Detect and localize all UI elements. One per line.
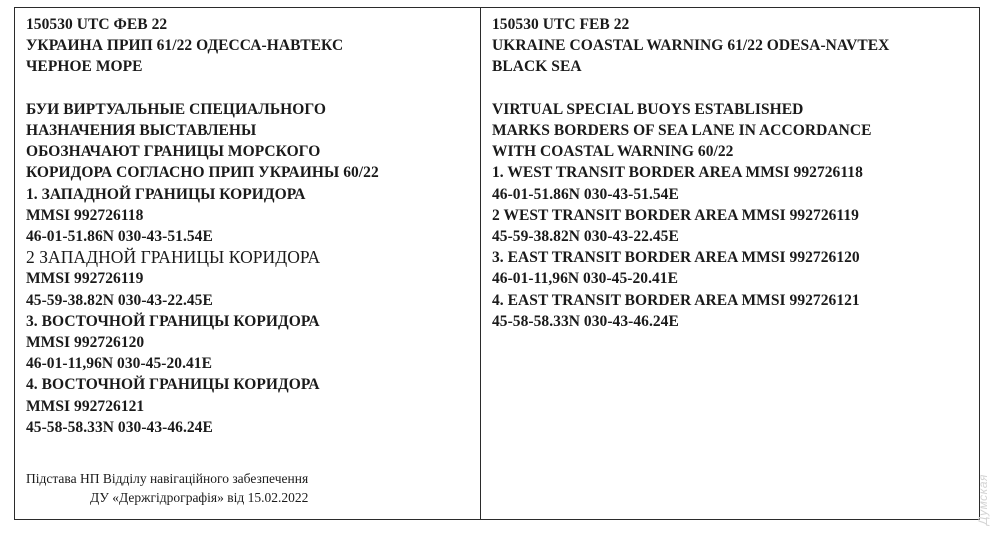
source-note-line-1: Підстава НП Відділу навігаційного забезпечення <box>26 471 309 486</box>
ru-body-line: КОРИДОРА СОГЛАСНО ПРИП УКРАИНЫ 60/22 <box>26 164 379 182</box>
en-buoy-1-label: 1. WEST TRANSIT BORDER AREA MMSI 992726118 <box>492 164 863 182</box>
ru-buoy-3-text: ВОСТОЧНОЙ ГРАНИЦЫ КОРИДОРА <box>37 312 320 330</box>
en-buoy-1-coords: 46-01-51.86N 030-43-51.54E <box>492 185 679 203</box>
ru-buoy-2-text: ЗАПАДНОЙ ГРАНИЦЫ КОРИДОРА <box>34 247 321 268</box>
bilingual-warning-table <box>14 7 980 520</box>
ru-buoy-2-mmsi: MMSI 992726119 <box>26 270 144 288</box>
en-warning-title: UKRAINE COASTAL WARNING 61/22 ODESA-NAVTEX <box>492 37 890 55</box>
en-buoy-2-coords: 45-59-38.82N 030-43-22.45E <box>492 228 679 246</box>
ru-buoy-2-label <box>26 247 480 268</box>
watermark-logo: Думская <box>976 474 990 525</box>
ru-buoy-4-number: 4. <box>26 376 38 394</box>
ru-buoy-3-coords: 46-01-11,96N 030-45-20.41E <box>26 355 212 373</box>
russian-column <box>15 8 481 519</box>
ru-buoy-1-label <box>26 184 480 205</box>
spacer <box>492 78 979 99</box>
en-body-line: VIRTUAL SPECIAL BUOYS ESTABLISHED <box>492 100 804 118</box>
ru-buoy-1-text: ЗАПАДНОЙ ГРАНИЦЫ КОРИДОРА <box>37 185 306 203</box>
en-buoy-2-label: 2 WEST TRANSIT BORDER AREA MMSI 992726119 <box>492 206 859 224</box>
english-column <box>481 8 979 519</box>
ru-buoy-2-coords: 45-59-38.82N 030-43-22.45E <box>26 291 213 309</box>
en-buoy-4-coords: 45-58-58.33N 030-43-46.24E <box>492 312 679 330</box>
ru-buoy-4-coords: 45-58-58.33N 030-43-46.24E <box>26 418 213 436</box>
en-sea-area: BLACK SEA <box>492 58 582 76</box>
ru-body-line: БУИ ВИРТУАЛЬНЫЕ СПЕЦИАЛЬНОГО <box>26 100 327 118</box>
ru-buoy-3-label <box>26 311 480 332</box>
ru-buoy-1-mmsi: MMSI 992726118 <box>26 206 144 224</box>
en-buoy-3-label: 3. EAST TRANSIT BORDER AREA MMSI 992726120 <box>492 249 860 267</box>
en-buoy-4-label: 4. EAST TRANSIT BORDER AREA MMSI 992726121 <box>492 291 860 309</box>
source-note-line-2: ДУ «Держгідрографія» від 15.02.2022 <box>90 490 309 505</box>
ru-buoy-4-text: ВОСТОЧНОЙ ГРАНИЦЫ КОРИДОРА <box>37 376 320 394</box>
ru-body-line: НАЗНАЧЕНИЯ ВЫСТАВЛЕНЫ <box>26 122 257 139</box>
ru-buoy-1-coords: 46-01-51.86N 030-43-51.54E <box>26 228 213 246</box>
ru-buoy-4-mmsi: MMSI 992726121 <box>26 397 145 415</box>
ru-body-line: ОБОЗНАЧАЮТ ГРАНИЦЫ МОРСКОГО <box>26 143 321 161</box>
source-note <box>26 469 308 507</box>
en-timestamp: 150530 UTC FEB 22 <box>492 16 630 33</box>
en-body-line: MARKS BORDERS OF SEA LANE IN ACCORDANCE <box>492 122 872 139</box>
ru-timestamp: 150530 UTC ФЕВ 22 <box>26 16 168 33</box>
ru-buoy-1-number: 1. <box>26 185 38 203</box>
ru-buoy-3-mmsi: MMSI 992726120 <box>26 334 145 352</box>
ru-buoy-4-label <box>26 374 480 395</box>
en-body-line: WITH COASTAL WARNING 60/22 <box>492 143 734 161</box>
ru-buoy-2-number: 2 <box>26 247 35 268</box>
spacer <box>26 78 480 99</box>
ru-sea-area: ЧЕРНОЕ МОРЕ <box>26 58 143 76</box>
ru-buoy-3-number: 3. <box>26 312 38 330</box>
ru-warning-title: УКРАИНА ПРИП 61/22 ОДЕССА-НАВТЕКС <box>26 37 344 55</box>
en-buoy-3-coords: 46-01-11,96N 030-45-20.41E <box>492 270 678 288</box>
